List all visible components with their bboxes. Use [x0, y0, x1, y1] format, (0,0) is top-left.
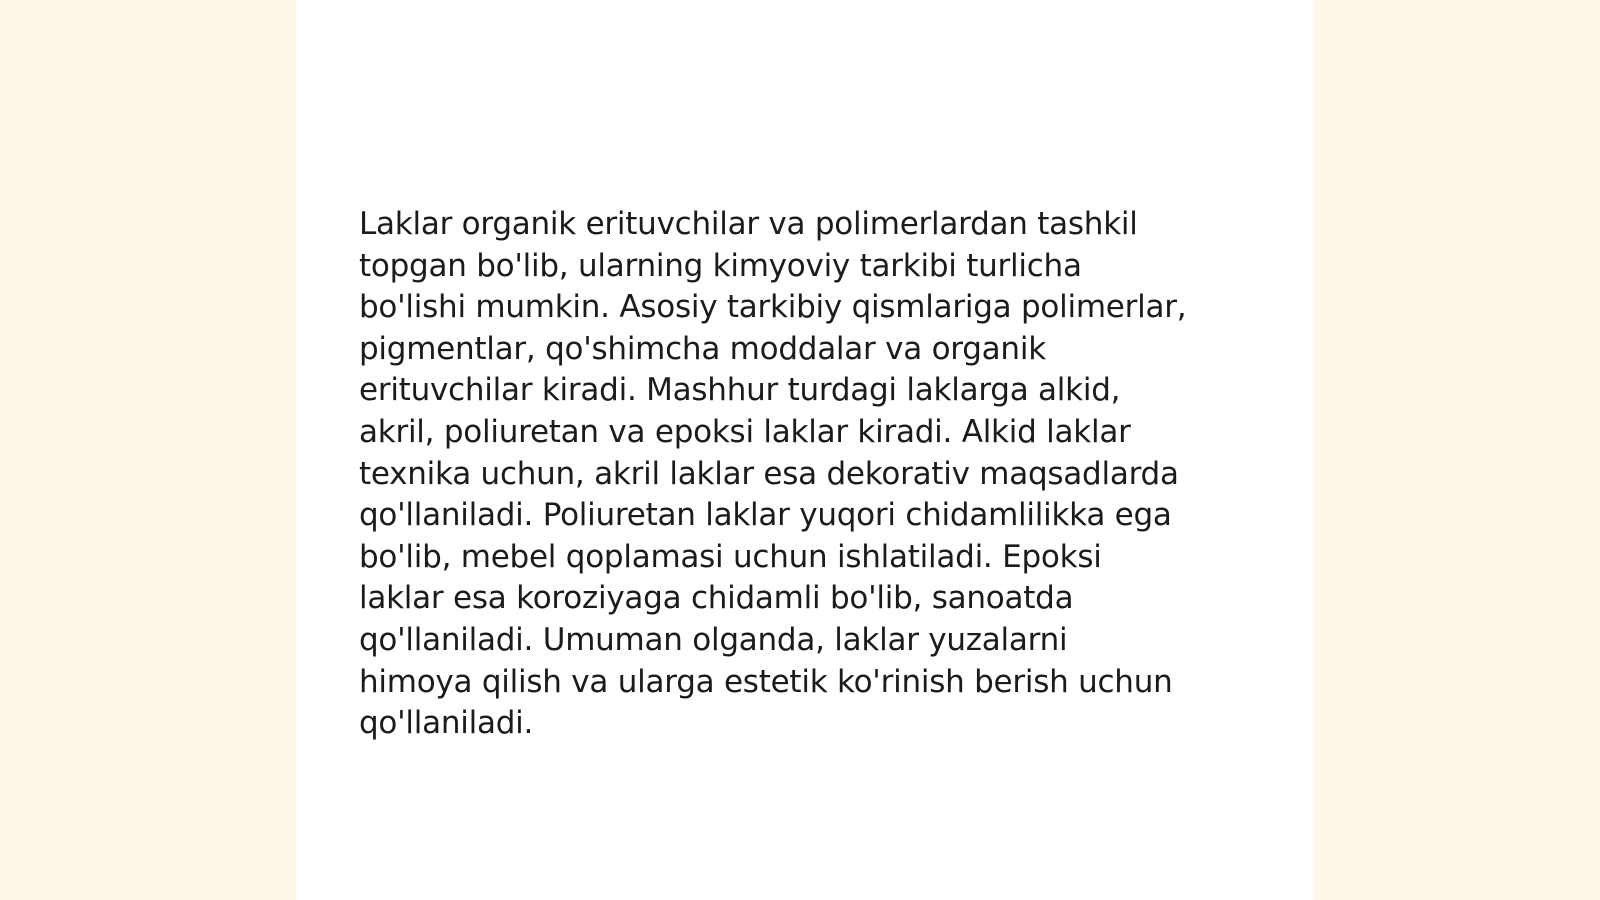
document-body-text: Laklar organik erituvchilar va polimerlardan tashkil topgan bo'lib, ularning kimyoviy tarkibi turlicha bo'lishi mumkin. Asosiy tarkibiy qismlariga polimerlar, pigmentlar, qo'shimcha moddalar va organik erituvchilar kiradi. Mashhur turdagi laklarga alkid, akril, poliuretan va epoksi laklar kiradi. Alkid laklar texnika uchun, akril laklar esa dekorativ maqsadlarda qo'llaniladi. Poliuretan laklar yuqori chidamlilikka ega bo'lib, mebel qoplamasi uchun ishlatiladi. Epoksi laklar esa koroziyaga chidamli bo'lib, sanoatda qo'llaniladi. Umuman olganda, laklar yuzalarni himoya qilish va ularga estetik ko'rinish berish uchun qo'llaniladi. — [359, 206, 1187, 742]
right-margin-panel — [1313, 0, 1600, 900]
document-page — [296, 0, 1313, 900]
left-margin-panel — [0, 0, 296, 900]
